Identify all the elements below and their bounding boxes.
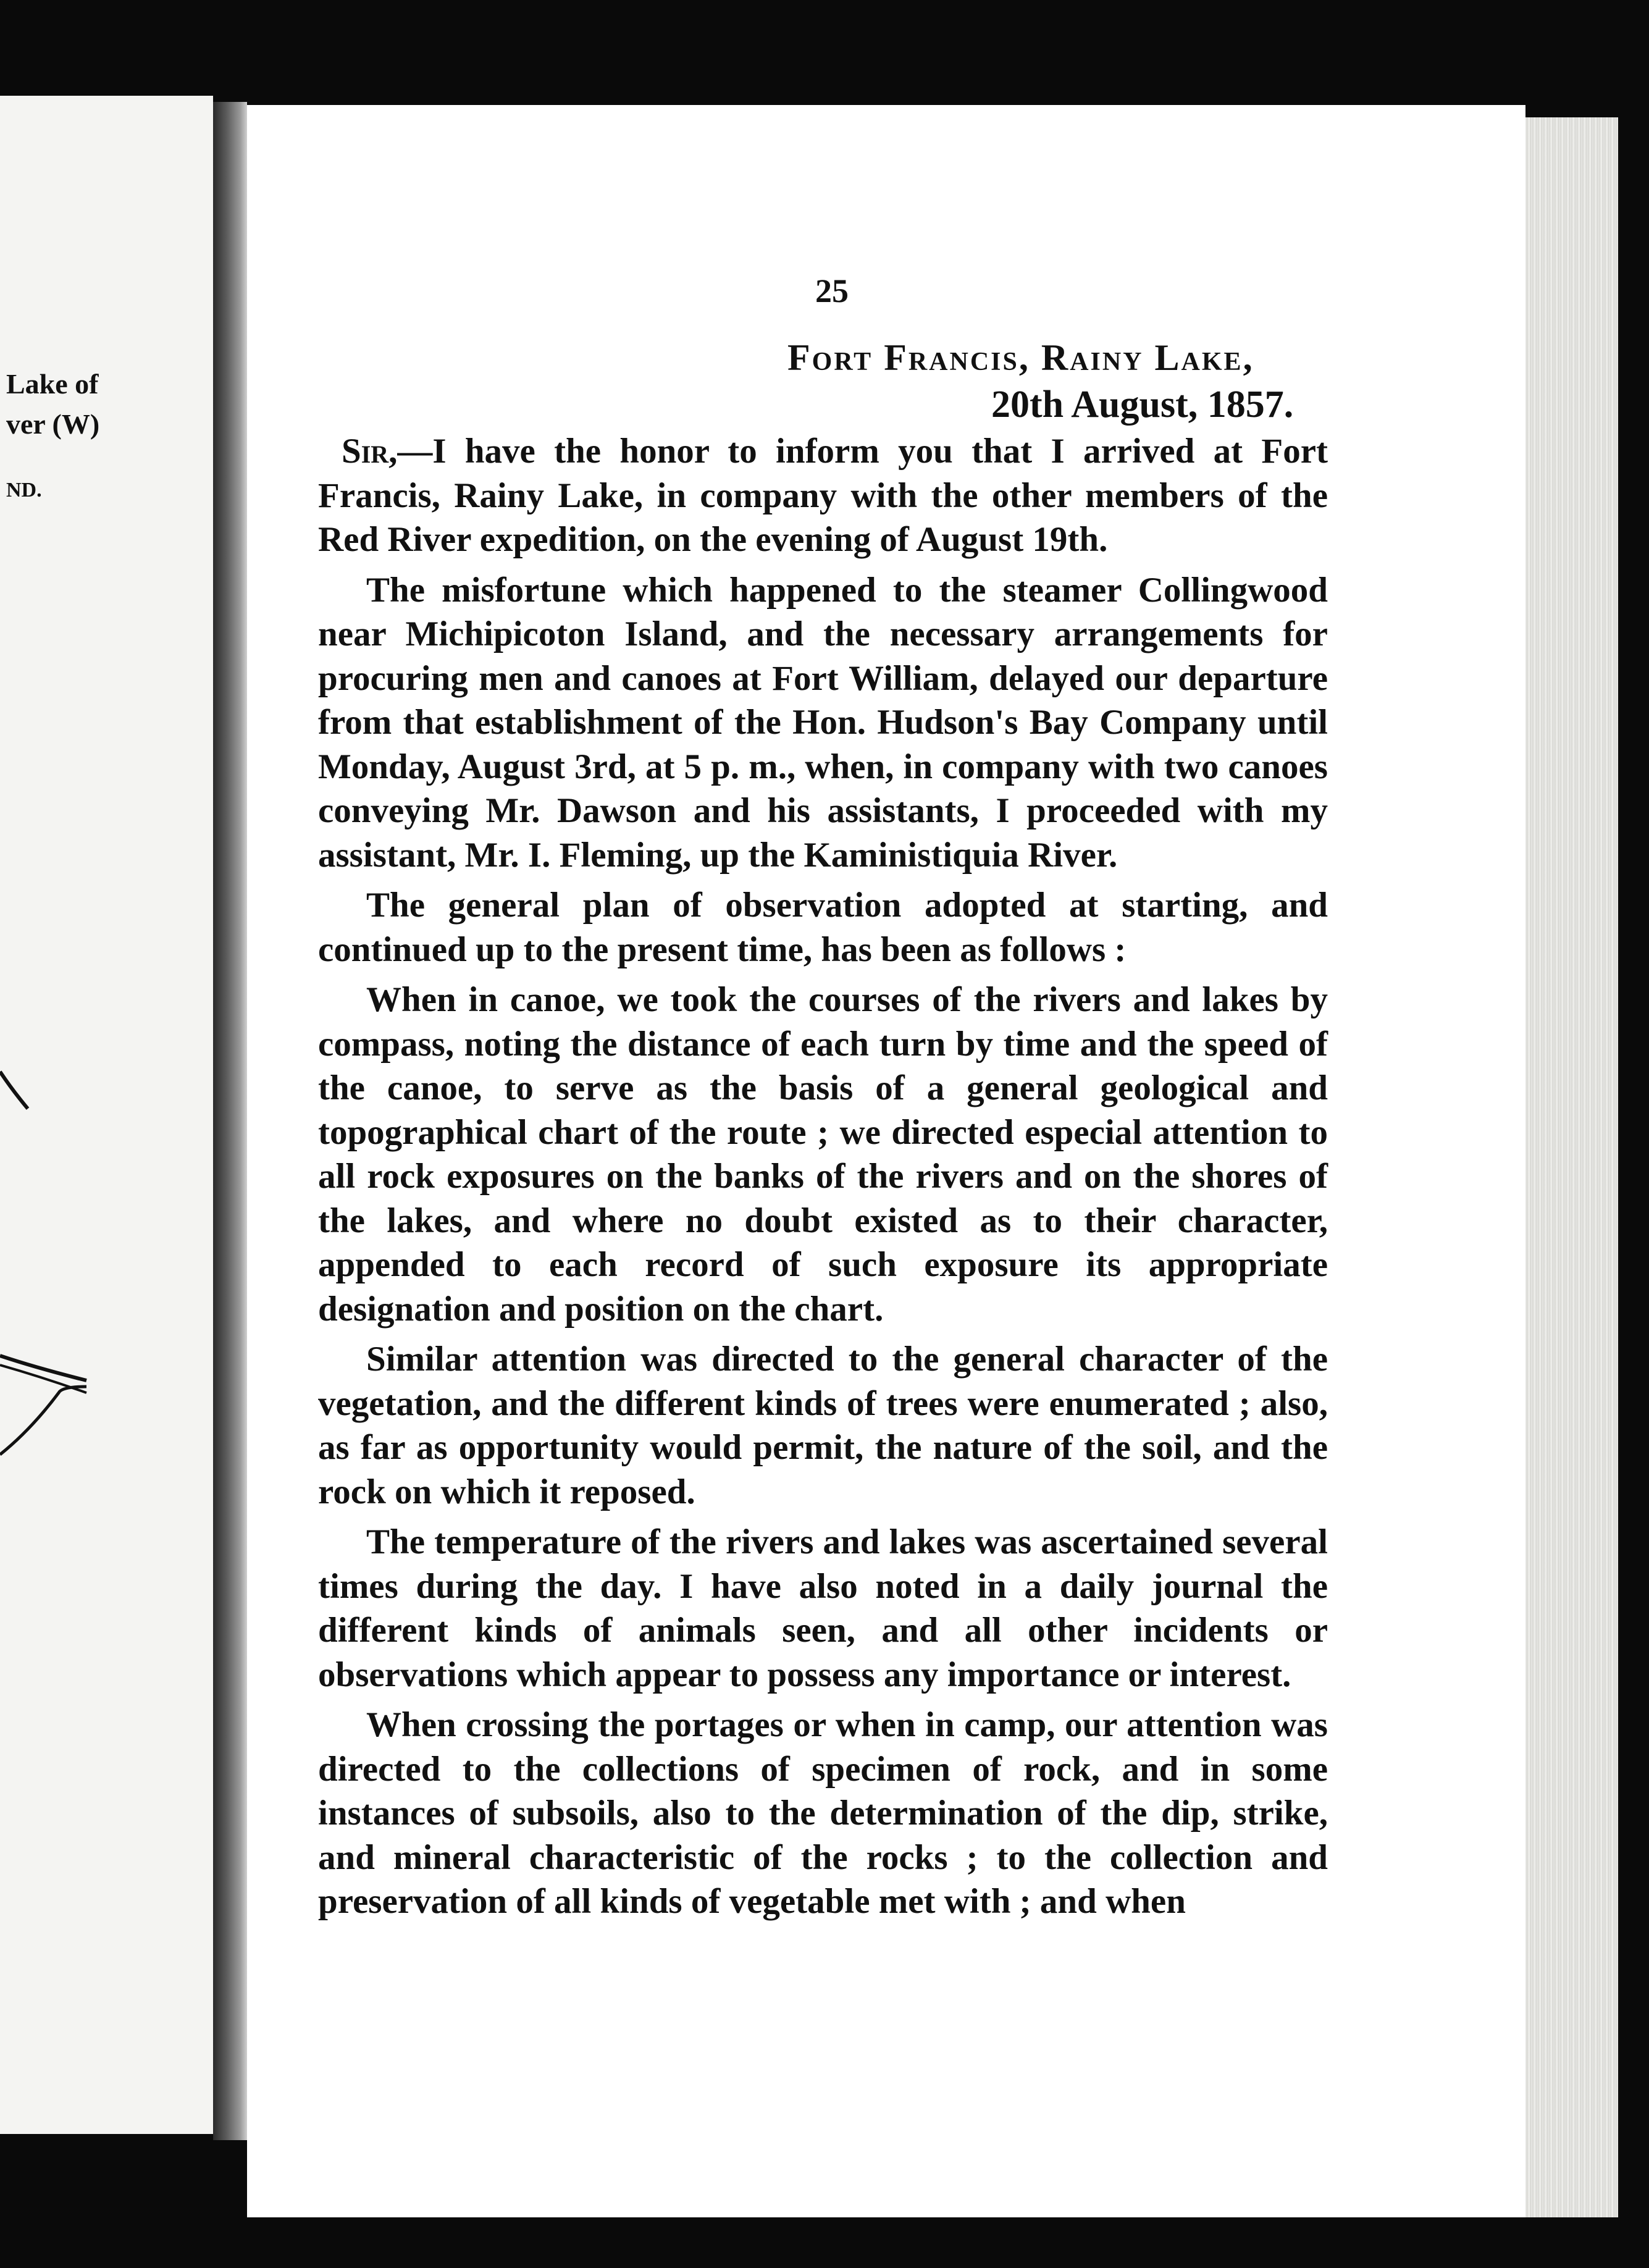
left-page-fragment: ND. — [6, 479, 42, 502]
left-adjacent-page — [0, 96, 213, 2134]
left-page-fragment: Lake of — [6, 368, 99, 400]
paragraph-4: When in canoe, we took the courses of the rivers and lakes by compass, noting the distance of each turn by time and the speed of the canoe, to serve as the basis of a general geological and topographical chart of the route ; we directed especial attention to all rock exposures on the banks of the rivers and on the shores of the lakes, and where no doubt existed as to their character, appended to each record of such exposure its appropriate designation and position on the chart. — [318, 980, 1328, 1329]
letter-body — [318, 429, 1328, 1930]
paragraph-1-text: —I have the honor to inform you that I arrived at Fort Francis, Rainy Lake, in company with the other members of the Red River expedition, on the evening of August 19th. — [318, 432, 1328, 559]
letter-heading-place: Fort Francis, Rainy Lake, — [787, 337, 1254, 378]
paragraph-7: When crossing the portages or when in camp, our attention was directed to the collections of specimen of rock, and in some instances of subsoils, also to the determination of the dip, strike, and mineral characteristic of the rocks ; to the collection and preservation of all kinds of vegetable met with ; and when — [318, 1705, 1328, 1921]
paragraph-2: The misfortune which happened to the steamer Collingwood near Michipicoton Island, and the necessary arrangements for procuring men and canoes at Fort William, delayed our departure from that establishment of the Hon. Hudson's Bay Company until Monday, August 3rd, at 5 p. m., when, in company with two canoes conveying Mr. Dawson and his assistants, I proceeded with my assistant, Mr. I. Fleming, up the Kaministiquia River. — [318, 570, 1328, 875]
paragraph-1 — [318, 429, 1328, 562]
paragraph-3: The general plan of observation adopted at starting, and continued up to the present time, has been as follows : — [318, 886, 1328, 969]
paragraph-5: Similar attention was directed to the general character of the vegetation, and the different kinds of trees were enumerated ; also, as far as opportunity would permit, the nature of the soil, and the rock on which it reposed. — [318, 1340, 1328, 1511]
page-number: 25 — [815, 272, 849, 309]
letter-heading-date: 20th August, 1857. — [991, 384, 1294, 426]
book-gutter-shadow — [213, 102, 247, 2140]
map-fragment-lines — [0, 1022, 213, 1578]
page-edges — [1525, 117, 1618, 2217]
paragraph-6: The temperature of the rivers and lakes was ascertained several times during the day. I have also noted in a daily journal the different kinds of animals seen, and all other incidents or observations which appear to possess any importance or interest. — [318, 1522, 1328, 1694]
left-page-fragment: ver (W) — [6, 408, 100, 440]
salutation: Sir, — [342, 432, 398, 471]
